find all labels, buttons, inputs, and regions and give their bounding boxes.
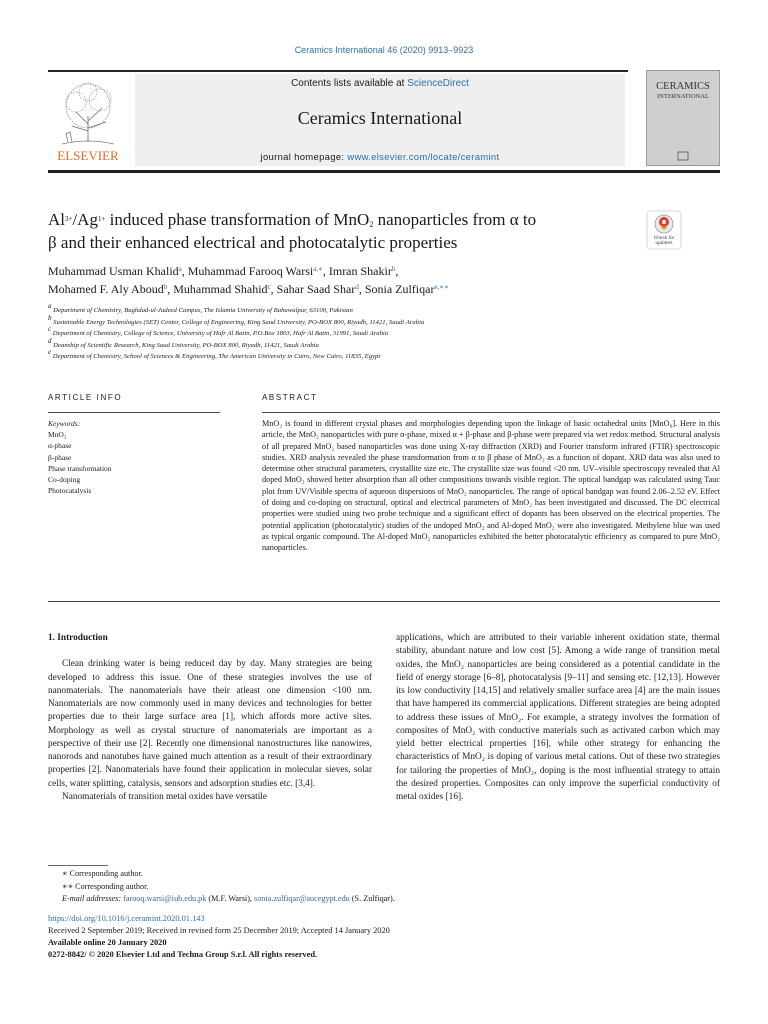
author-name[interactable]: Muhammad Usman Khalid [48, 264, 179, 278]
author-name[interactable]: Sonia Zulfiqar [364, 282, 435, 296]
cover-title: CERAMICS [656, 81, 710, 92]
author-affil-mark[interactable]: d [355, 283, 359, 291]
author-line-1: Muhammad Usman Khalid$^a$, Muhammad Farooq Warsi$^{a,∗}$, Imran Shakir$^b$, [48, 264, 399, 278]
affiliation-item: $^a$ Department of Chemistry, Baghdad-ul-Jadeed Campus, The Islamia University of Bahawalpur, 63100, Pakistan [48, 302, 353, 314]
author-name[interactable]: Imran Shakir [328, 264, 392, 278]
contents-line [135, 78, 625, 89]
sciencedirect-link[interactable]: ScienceDirect [407, 78, 469, 89]
header-top-rule [48, 70, 628, 72]
crossmark-label: Check for updates [653, 236, 675, 246]
journal-homepage-line [135, 152, 625, 163]
email-addresses: E-mail addresses: farooq.warsi@iub.edu.pk (M.F. Warsi), sonia.zulfiqar@aucegypt.edu (S. Zulfiqar). [62, 894, 395, 903]
author-name[interactable]: Mohamed F. Aly Aboud [48, 282, 164, 296]
section-heading-introduction: 1. Introduction [48, 633, 108, 643]
keyword-item: MnO₂ [48, 430, 67, 440]
journal-title: Ceramics International [297, 108, 463, 128]
abstract-rule [262, 412, 720, 413]
journal-reference-link[interactable]: Ceramics International 46 (2020) 9913–9923 [294, 45, 474, 55]
author-name[interactable]: Muhammad Farooq Warsi [187, 264, 314, 278]
body-column-right [396, 632, 720, 804]
article-info-heading: ARTICLE INFO [48, 393, 123, 402]
affiliation-list [48, 302, 688, 363]
header-bottom-rule [48, 170, 720, 173]
homepage-link[interactable]: www.elsevier.com/locate/ceramint [347, 152, 500, 163]
keyword-item: β-phase [48, 452, 72, 462]
footnote-rule [48, 865, 108, 866]
author-name[interactable]: Sahar Saad Shar [276, 282, 356, 296]
author-affil-mark[interactable]: b [163, 283, 168, 291]
affiliation-item: $^e$ Department of Chemistry, School of Sciences & Engineering, The American University in Cairo, New Cairo, 11835, Egypt [48, 348, 381, 360]
article-metadata [48, 913, 608, 961]
title-line-2: β and their enhanced electrical and photocatalytic properties [48, 233, 458, 252]
cover-logo-icon [677, 151, 689, 161]
footnotes [48, 868, 548, 906]
copyright-line: 0272-8842/ © 2020 Elsevier Ltd and Techna Group S.r.l. All rights reserved. [48, 950, 318, 959]
author-line-2: Mohamed F. Aly Aboud$^b$, Muhammad Shahid$^c$, Sahar Saad Shar$^d$, Sonia Zulfiqar$^{e,∗∗}$ [48, 282, 449, 296]
email-link[interactable]: sonia.zulfiqar@aucegypt.edu [254, 894, 350, 903]
cover-subtitle: INTERNATIONAL [657, 93, 709, 100]
article-title [48, 208, 628, 254]
keyword-item: α-phase [48, 441, 72, 451]
affiliation-item: $^d$ Deanship of Scientific Research, King Saud University, PO-BOX 800, Riyadh, 11421, Saudi Arabia [48, 336, 319, 349]
email-link[interactable]: farooq.warsi@iub.edu.pk [123, 894, 207, 903]
author-affil-mark[interactable]: b [391, 265, 396, 273]
author-name[interactable]: Muhammad Shahid [173, 282, 268, 296]
article-info-rule [48, 412, 220, 413]
body-paragraph: Nanomaterials of transition metal oxides have versatile [62, 791, 267, 802]
received-dates: Received 2 September 2019; Received in revised form 25 December 2019; Accepted 14 January 2020 [48, 926, 390, 935]
doi-link[interactable]: https://doi.org/10.1016/j.ceramint.2020.01.143 [48, 914, 205, 923]
check-for-updates-badge[interactable] [646, 210, 682, 250]
author-affil-mark[interactable]: e,∗∗ [434, 283, 449, 291]
body-paragraph: applications, which are attributed to their variable inherent oxidation state, thermal stability, abundant nature and low cost [5]. Among a wide range of transition metal oxides, the MnO₂ nanoparticles are being considered as a potential candidate in the field of energy storage [6–8], photocatalysis [9–11] and sensing etc. [12,13]. However its low conductivity [14,15] and relatively smaller surface area [4] are the main issues that have hampered its commercial applications. Different strategies are being adopted to address these issues of MnO₂. For example, a strategy involves the formation of composites of MnO₂ with conductive materials such as activated carbon which may yield better electrical properties [16], while other strategy for enhancing the characteristics of MnO₂ is doping of various metal cations. Out of these two strategies for tailoring the properties of MnO₂, doping is the most influential strategy to attain the desired properties. Composites can only improve the superficial conductivity of metal oxides [16]. [396, 633, 720, 802]
affiliation-item: $^c$ Department of Chemistry, College of Science, University of Hafr Al Batin, P.O.Box 1803, Hafr Al Batin, 31991, Saudi Arabia [48, 325, 389, 337]
affiliation-item: $^b$ Sustainable Energy Technologies (SET) Center, College of Engineering, King Saud University, PO-BOX 800, Riyadh, 11421, Saudi Arabia [48, 313, 425, 326]
corresponding-author-note: ∗ Corresponding author. [62, 869, 143, 878]
abstract-text: MnO₂ is found in different crystal phases and morphologies depending upon the linkage of basic octahedral units [MnO₆]. Here in this article, the MnO₂ nanoparticles with pure α-phase, mixed α + β-phase and β-phase were prepared via wet redox method. Structural analysis of all prepared MnO₂ based nanoparticles was done using X-ray diffraction (XRD) and Fourier transform infrared (FTIR) spectroscopic studies. XRD analysis revealed the phase transformation from α to β phase of MnO₂ as a function of dopant. XRD data was also used to determine other structural parameters, crystallite size etc. The crystallite size was found <20 nm. UV–visible spectroscopy revealed that Al doped MnO₂ showed better absorption than all other compositions towards visible region. The optical bandgap was calculated using Tauc plot from UV/Visible spectra of aqueous dispersions of MnO₂ nanoparticles. The range of optical bandgap was found 2.06–2.52 eV. Effect of doing and co-doping on structural, optical and electrical parameters of MnO₂ has been investigated and discussed. The DC electrical properties were studied using two probe technique and a significant effect of dopants has been observed on the electrical properties. The potential application (photocatalytic) studies of the undoped MnO₂ and Al-doped MnO₂ were also investigated. Methylene blue was used as typical organic compound. The Al-doped MnO₂ nanoparticles exhibited the better photocatalytic efficiency as compared to pure MnO₂ nanoparticles. [262, 419, 720, 553]
body-paragraph: Clean drinking water is being reduced day by day. Many strategies are being developed to address this issue. One of these strategies involves the use of nanomaterials. The nanomaterials have their atleast one dimension <100 nm. Nanomaterials are now commonly used in many devices and technologies for better properties due to their large surface area [1], which affords more active sites. Morphology as well as crystal structure of nanomaterials are important as a perspective of their use [2]. Recently one dimensional nanostructures like nanowires, nanorods and nanotubes have gained much attention as a result of their extraordinary properties [2]. Nanomaterials have found their application in molecular sieves, solar cells, water splitting, catalysis, sensors and adsorption studies etc. [3,4]. [48, 659, 372, 789]
available-online: Available online 20 January 2020 [48, 938, 167, 947]
keyword-item: Phase transformation [48, 463, 112, 473]
title-line-1: $Al^{3+}/Ag^{1+}$ induced phase transformation of MnO$_2$ nanoparticles from α to [48, 210, 537, 229]
elsevier-tree-logo [48, 76, 128, 164]
keyword-item: Photocatalysis [48, 486, 92, 496]
author-affil-mark[interactable]: a,∗ [313, 265, 323, 273]
keywords-block [48, 418, 218, 496]
corresponding-author-note: ∗∗ Corresponding author. [62, 881, 149, 891]
journal-cover-image[interactable] [646, 70, 720, 166]
homepage-prefix: journal homepage: [260, 152, 348, 163]
abstract-bottom-rule [48, 601, 720, 602]
keywords-label: Keywords: [48, 419, 81, 428]
author-affil-mark[interactable]: a [178, 265, 182, 273]
abstract-heading: ABSTRACT [262, 393, 318, 402]
keyword-item: Co-doping [48, 475, 81, 485]
body-column-left [48, 632, 372, 804]
publisher-name: ELSEVIER [57, 148, 119, 163]
contents-prefix: Contents lists available at [291, 78, 408, 89]
author-list [48, 262, 648, 298]
author-affil-mark[interactable]: c [267, 283, 271, 291]
